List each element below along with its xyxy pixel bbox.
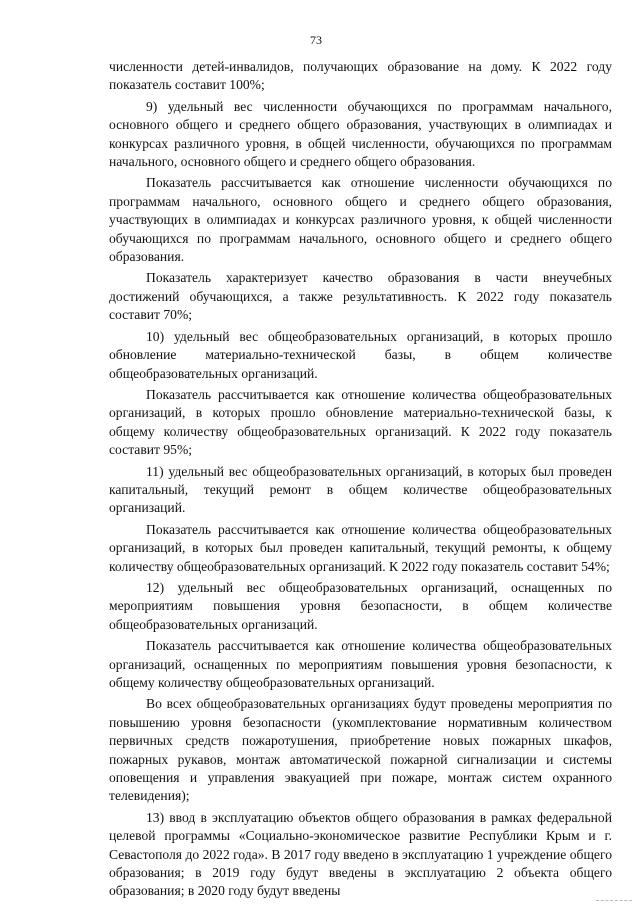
paragraph: Показатель рассчитывается как отношение численности обучающихся по программам начального, основного общего и среднего общего образования, участвующих в олимпиадах и конкурсах различного уровня, к общей численности обучающихся по программам начального, основного общего и среднего общего образования.	[109, 175, 612, 265]
paragraph: численности детей-инвалидов, получающих образование на дому. К 2022 году показатель составит 100%;	[109, 59, 612, 93]
paragraph: 12) удельный вес общеобразовательных организаций, оснащенных по мероприятиям повышения уровня безопасности, в общем количестве общеобразовательных организаций.	[109, 579, 612, 632]
paragraph: Показатель характеризует качество образования в части внеучебных достижений обучающихся, а также результативность. К 2022 году показатель составит 70%;	[109, 270, 612, 323]
scan-edge-mark	[596, 900, 632, 905]
paragraph: Показатель рассчитывается как отношение количества общеобразовательных организаций, оснащенных по мероприятиям повышения уровня безопасности, к общему количеству общеобразовательных организаций.	[109, 638, 612, 690]
paragraph: 11) удельный вес общеобразовательных организаций, в которых был проведен капитальный, текущий ремонт в общем количестве общеобразовательных организаций.	[109, 463, 612, 516]
paragraph: Показатель рассчитывается как отношение количества общеобразовательных организаций, в которых прошло обновление материально-технической базы, к общему количеству общеобразовательных организаций. К 2022 году показатель составит 95%;	[109, 386, 612, 458]
paragraph: 9) удельный вес численности обучающихся по программам начального, основного общего и среднего общего образования, участвующих в олимпиадах и конкурсах различного уровня, в общей численности, обучающихся по программам начального, основного общего и среднего общего образования.	[109, 98, 612, 170]
page-number: 73	[310, 33, 322, 47]
paragraph: Во всех общеобразовательных организациях будут проведены мероприятия по повышению уровня безопасности (укомплектование нормативным количеством первичных средств пожаротушения, приобретение новых пожарных шкафов, пожарных рукавов, монтаж автоматической пожарной сигнализации и системы оповещения и управления эвакуацией при пожаре, монтаж систем охранного телевидения);	[109, 696, 612, 804]
paragraph: Показатель рассчитывается как отношение количества общеобразовательных организаций, в которых был проведен капитальный, текущий ремонты, к общему количеству общеобразовательных организаций. К 2022 году показатель составит 54%;	[109, 521, 612, 574]
paragraph: 10) удельный вес общеобразовательных организаций, в которых прошло обновление материально-технической базы, в общем количестве общеобразовательных организаций.	[109, 328, 612, 381]
paragraph: 13) ввод в эксплуатацию объектов общего образования в рамках федеральной целевой программы «Социально-экономическое развитие Республики Крым и г. Севастополя до 2022 года». В 2017 году введено в эксплуатацию 1 учреждение общего образования; в 2019 году будут введены в эксплуатацию 2 объекта общего образования; в 2020 году будут введены	[109, 809, 612, 899]
document-body	[109, 58, 612, 904]
